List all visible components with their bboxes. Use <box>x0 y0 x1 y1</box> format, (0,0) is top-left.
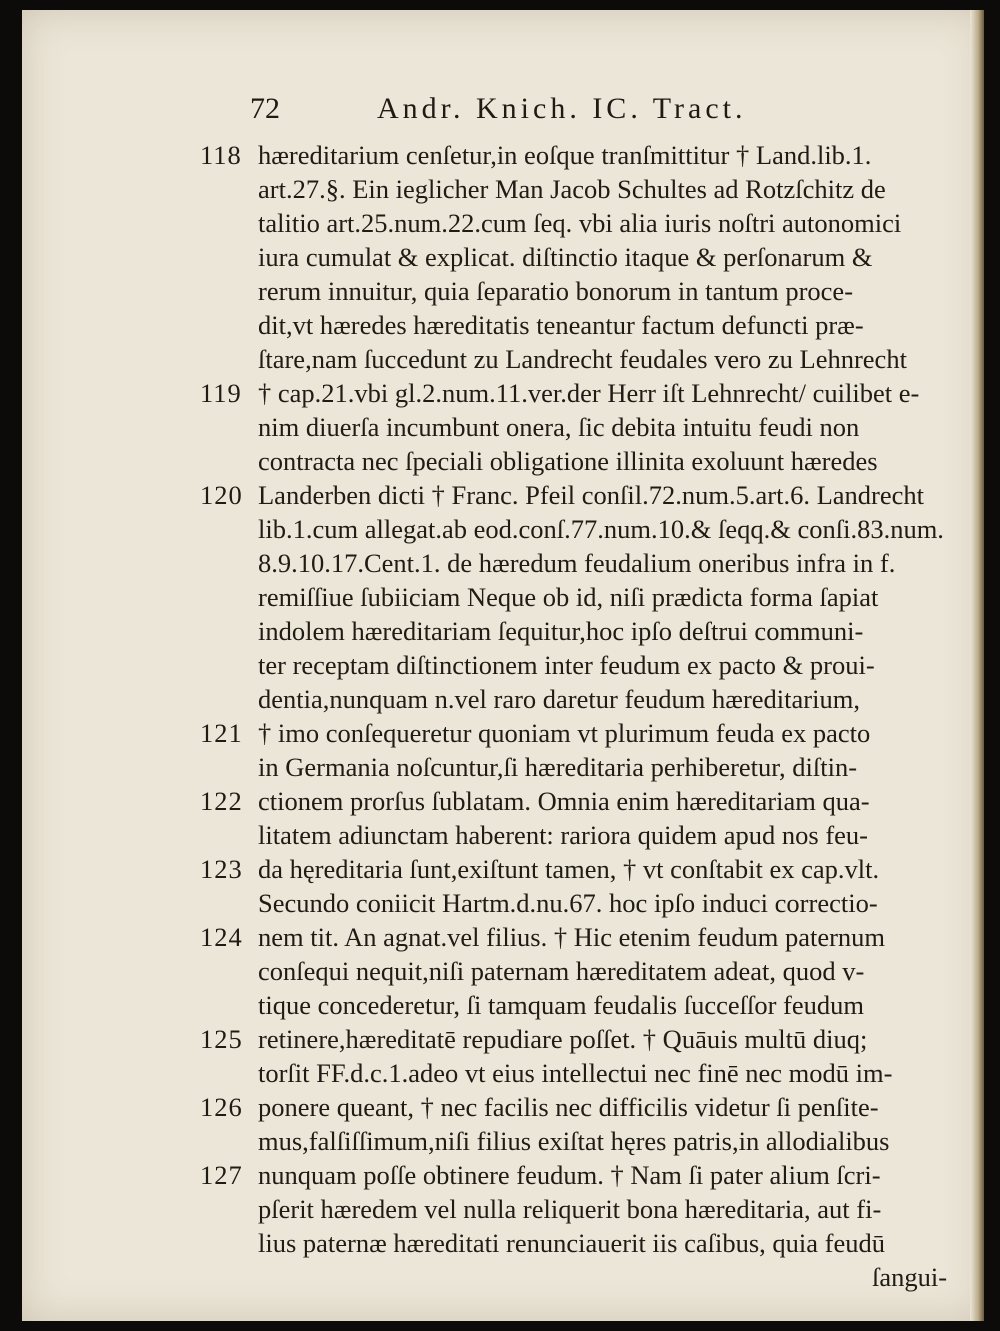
marginal-number: 121 <box>200 718 243 748</box>
catchword-line <box>22 1262 984 1296</box>
text-line <box>22 514 984 548</box>
line-text: remiſſiue ſubiiciam Neque ob id, niſi prædicta forma ſapiat <box>258 582 879 612</box>
text-line <box>22 174 984 208</box>
text-line <box>22 990 984 1024</box>
text-line <box>22 446 984 480</box>
marginal-number: 127 <box>200 1160 243 1190</box>
text-line <box>22 140 984 174</box>
text-line <box>22 412 984 446</box>
text-line <box>22 616 984 650</box>
text-line <box>22 310 984 344</box>
line-text: ter receptam diſtinctionem inter feudum ex pacto & proui- <box>258 650 875 680</box>
text-line <box>22 1092 984 1126</box>
line-text: dit,vt hæredes hæreditatis teneantur factum defuncti præ- <box>258 310 864 340</box>
text-line <box>22 820 984 854</box>
line-text: conſequi nequit,niſi paternam hæreditatem adeat, quod v- <box>258 956 865 986</box>
marginal-number: 126 <box>200 1092 243 1122</box>
line-text: mus,falſiſſimum,niſi filius exiſtat hęres patris,in allodialibus <box>258 1126 890 1156</box>
line-text: rerum innuitur, quia ſeparatio bonorum in tantum proce- <box>258 276 854 306</box>
text-line <box>22 242 984 276</box>
line-text: tique concederetur, ſi tamquam feudalis ſucceſſor feudum <box>258 990 864 1020</box>
text-line <box>22 276 984 310</box>
book-page <box>22 10 984 1321</box>
line-text: nunquam poſſe obtinere feudum. † Nam ſi pater alium ſcri- <box>258 1160 881 1190</box>
text-line <box>22 718 984 752</box>
page-number: 72 <box>250 92 280 125</box>
text-line <box>22 1126 984 1160</box>
line-text: Landerben dicti † Franc. Pfeil conſil.72.num.5.art.6. Landrecht <box>258 480 924 510</box>
line-text: pſerit hæredem vel nulla reliquerit bona hæreditaria, aut fi- <box>258 1194 882 1224</box>
marginal-number: 122 <box>200 786 243 816</box>
line-text: ſtare,nam ſuccedunt zu Landrecht feudales vero zu Lehnrecht <box>258 344 907 374</box>
line-text: da hęreditaria ſunt,exiſtunt tamen, † vt conſtabit ex cap.vlt. <box>258 854 880 884</box>
text-line <box>22 854 984 888</box>
text-line <box>22 684 984 718</box>
line-text: nem tit. An agnat.vel filius. † Hic etenim feudum paternum <box>258 922 886 952</box>
line-text: dentia,nunquam n.vel raro daretur feudum hæreditarium, <box>258 684 860 714</box>
line-text: † cap.21.vbi gl.2.num.11.ver.der Herr iſt Lehnrecht/ cuilibet e- <box>258 378 920 408</box>
text-line <box>22 1228 984 1262</box>
marginal-number: 119 <box>200 378 242 408</box>
text-line <box>22 582 984 616</box>
line-text: hæreditarium cenſetur,in eoſque tranſmittitur † Land.lib.1. <box>258 140 872 170</box>
line-text: ctionem prorſus ſublatam. Omnia enim hæreditariam qua- <box>258 786 870 816</box>
text-line <box>22 480 984 514</box>
line-text: Secundo coniicit Hartm.d.nu.67. hoc ipſo induci correctio- <box>258 888 878 918</box>
marginal-number: 123 <box>200 854 243 884</box>
catchword: ſangui- <box>872 1262 948 1292</box>
text-line <box>22 888 984 922</box>
line-text: iura cumulat & explicat. diſtinctio itaque & perſonarum & <box>258 242 873 272</box>
text-line <box>22 378 984 412</box>
text-line <box>22 786 984 820</box>
marginal-number: 118 <box>200 140 242 170</box>
marginal-number: 120 <box>200 480 243 510</box>
line-text: indolem hæreditariam ſequitur,hoc ipſo deſtrui communi- <box>258 616 864 646</box>
text-line <box>22 1058 984 1092</box>
text-line <box>22 548 984 582</box>
line-text: art.27.§. Ein ieglicher Man Jacob Schultes ad Rotzſchitz de <box>258 174 886 204</box>
text-line <box>22 1160 984 1194</box>
marginal-number: 124 <box>200 922 243 952</box>
line-text: ponere queant, † nec facilis nec difficilis videtur ſi penſite- <box>258 1092 879 1122</box>
line-text: contracta nec ſpeciali obligatione illinita exoluunt hæredes <box>258 446 878 476</box>
text-line <box>22 650 984 684</box>
line-text: in Germania noſcuntur,ſi hæreditaria perhiberetur, diſtin- <box>258 752 858 782</box>
line-text: torſit FF.d.c.1.adeo vt eius intellectui nec finē nec modū im- <box>258 1058 893 1088</box>
text-line <box>22 752 984 786</box>
line-text: litatem adiunctam haberent: rariora quidem apud nos feu- <box>258 820 869 850</box>
text-line <box>22 344 984 378</box>
line-text: nim diuerſa incumbunt onera, ſic debita intuitu feudi non <box>258 412 860 442</box>
line-text: 8.9.10.17.Cent.1. de hæredum feudalium oneribus infra in f. <box>258 548 896 578</box>
text-line <box>22 208 984 242</box>
page-header <box>22 92 984 132</box>
text-line <box>22 956 984 990</box>
text-line <box>22 1194 984 1228</box>
line-text: lius paternæ hæreditati renunciauerit iis caſibus, quia feudū <box>258 1228 885 1258</box>
text-line <box>22 922 984 956</box>
line-text: † imo conſequeretur quoniam vt plurimum feuda ex pacto <box>258 718 871 748</box>
line-text: retinere,hæreditatē repudiare poſſet. † Quāuis multū diuq; <box>258 1024 868 1054</box>
text-line <box>22 1024 984 1058</box>
marginal-number: 125 <box>200 1024 243 1054</box>
line-text: lib.1.cum allegat.ab eod.conſ.77.num.10.& ſeqq.& conſi.83.num. <box>258 514 944 544</box>
running-title: Andr. Knich. IC. Tract. <box>377 92 747 125</box>
line-text: talitio art.25.num.22.cum ſeq. vbi alia iuris noſtri autonomici <box>258 208 902 238</box>
